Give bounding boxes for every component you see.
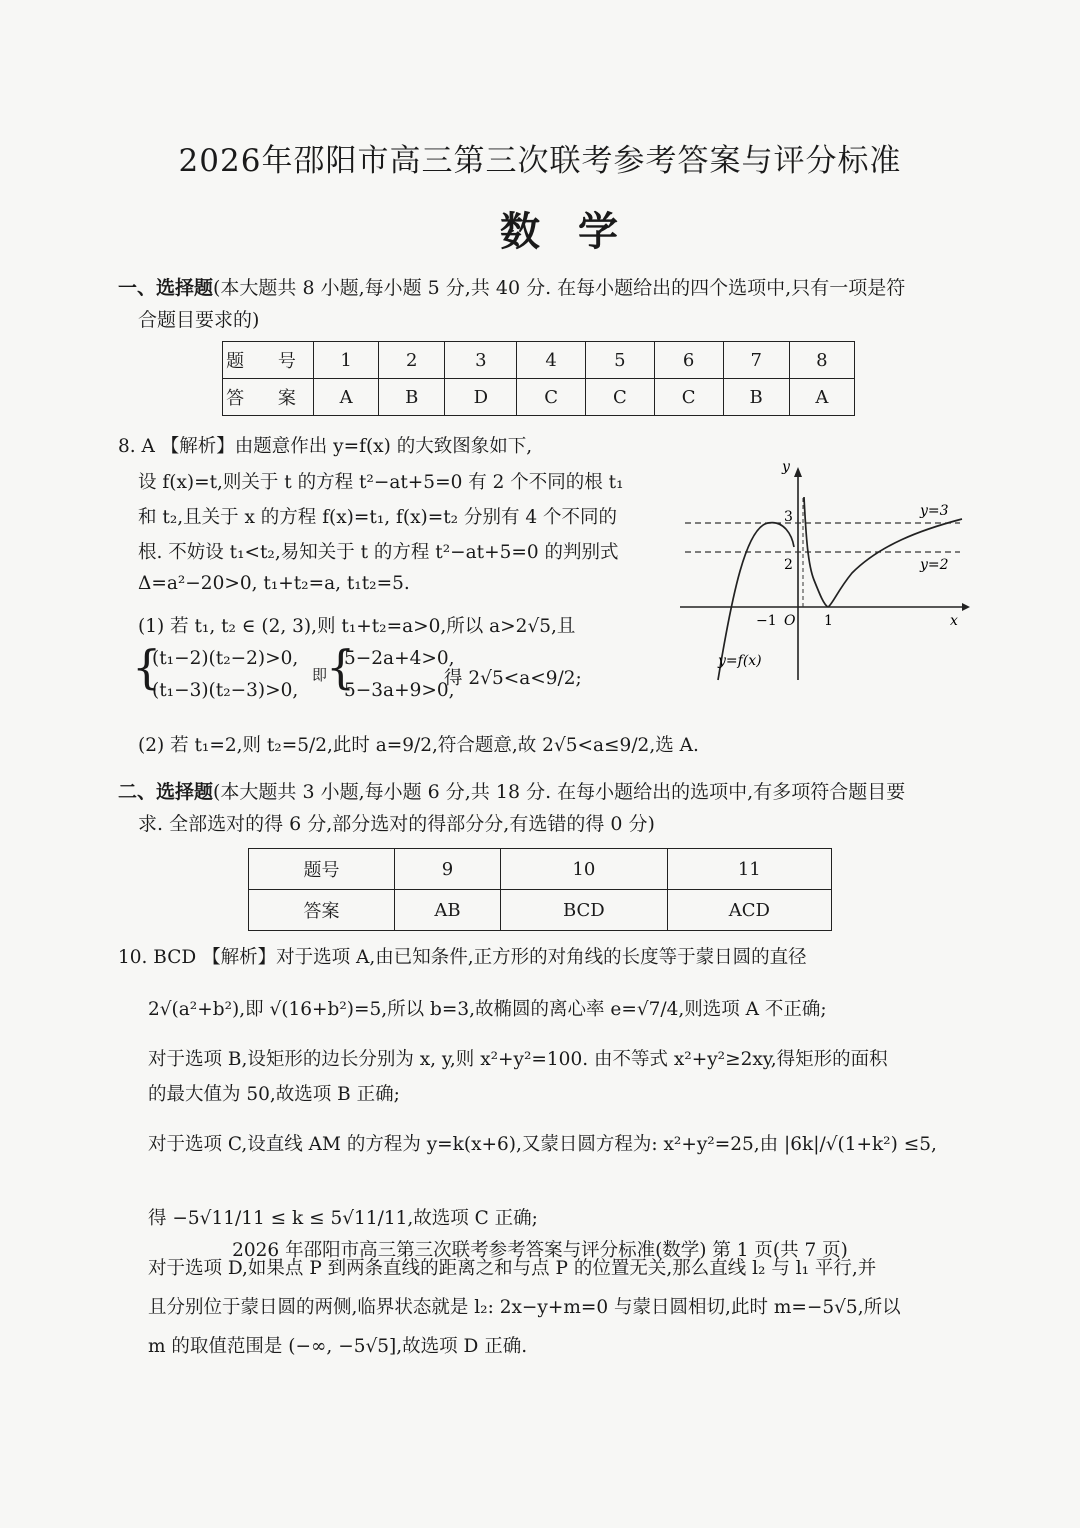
table-row [223, 379, 855, 416]
q-answer: C [654, 379, 723, 416]
section1-desc-1: (本大题共 8 小题,每小题 5 分,共 40 分. 在每小题给出的四个选项中,只有一项是符 [213, 277, 906, 299]
row-label-question: 题号 [249, 849, 395, 890]
q8-system-2b: 5−3a+9>0, [344, 680, 455, 701]
q-number: 6 [654, 342, 723, 379]
q-answer: A [314, 379, 379, 416]
q10-line: 对于选项 B,设矩形的边长分别为 x, y,则 x²+y²=100. 由不等式 x²+y²≥2xy,得矩形的面积 [148, 1049, 888, 1070]
q-answer: A [789, 379, 854, 416]
q-number: 7 [723, 342, 789, 379]
tick-1-label: 1 [824, 613, 833, 629]
q-number: 1 [314, 342, 379, 379]
q-number: 9 [395, 849, 501, 890]
table-row [249, 890, 832, 931]
x-axis-label: x [950, 613, 958, 629]
x-axis-arrow-icon [962, 603, 970, 611]
q-answer: B [379, 379, 445, 416]
q-number: 11 [667, 849, 831, 890]
tick-2-label: 2 [784, 557, 793, 573]
q8-ji: 即 [312, 666, 328, 684]
q8-line: Δ=a²−20>0, t₁+t₂=a, t₁t₂=5. [138, 573, 410, 594]
line-y2-label: y=2 [920, 557, 949, 573]
q8-system-1b: (t₁−3)(t₂−3)>0, [152, 680, 299, 701]
answer-table-2 [248, 848, 832, 931]
q8-line: 根. 不妨设 t₁<t₂,易知关于 t 的方程 t²−at+5=0 的判别式 [138, 542, 619, 563]
q8-line: 和 t₂,且关于 x 的方程 f(x)=t₁, f(x)=t₂ 分别有 4 个不同的 [138, 507, 617, 528]
row-label-answer: 答 案 [223, 379, 314, 416]
q8-line: 设 f(x)=t,则关于 t 的方程 t²−at+5=0 有 2 个不同的根 t₁ [138, 472, 624, 493]
q-answer: B [723, 379, 789, 416]
q8-system-1a: (t₁−2)(t₂−2)>0, [152, 648, 299, 669]
q-number: 5 [585, 342, 654, 379]
q10-line: 对于选项 D,如果点 P 到两条直线的距离之和与点 P 的位置无关,那么直线 l₂ 与 l₁ 平行,并 [148, 1258, 877, 1279]
q8-line: (1) 若 t₁, t₂ ∈ (2, 3),则 t₁+t₂=a>0,所以 a>2√5,且 [138, 616, 576, 637]
section2-desc-2: 求. 全部选对的得 6 分,部分选对的得部分分,有选错的得 0 分) [138, 813, 655, 835]
q8-line: (2) 若 t₁=2,则 t₂=5/2,此时 a=9/2,符合题意,故 2√5<a≤9/2,选 A. [138, 735, 699, 756]
row-label-answer: 答案 [249, 890, 395, 931]
tick-neg1-label: −1 [756, 613, 777, 629]
q-answer: ACD [667, 890, 831, 931]
q-number: 10 [501, 849, 668, 890]
q10-line: 得 −5√11/11 ≤ k ≤ 5√11/11,故选项 C 正确; [148, 1208, 538, 1229]
q-answer: D [445, 379, 517, 416]
line-y3-label: y=3 [920, 503, 949, 519]
section1-desc-2: 合题目要求的) [138, 309, 260, 331]
y-axis-arrow-icon [794, 467, 802, 477]
section2-desc-1: (本大题共 3 小题,每小题 6 分,共 18 分. 在每小题给出的选项中,有多项符合题目要 [213, 781, 906, 803]
q-number: 8 [789, 342, 854, 379]
section1-intro [118, 272, 968, 336]
q8-result-1: 得 2√5<a<9/2; [444, 668, 582, 689]
q-answer: BCD [501, 890, 668, 931]
row-label-question: 题 号 [223, 342, 314, 379]
q-answer: C [585, 379, 654, 416]
table-row [249, 849, 832, 890]
q10-line: 且分别位于蒙日圆的两侧,临界状态就是 l₂: 2x−y+m=0 与蒙日圆相切,此时 m=−5√5,所以 [148, 1297, 901, 1318]
section1-heading: 一、选择题 [118, 277, 214, 299]
subject-title: 数学 [500, 208, 656, 255]
q10-line: 对于选项 C,设直线 AM 的方程为 y=k(x+6),又蒙日圆方程为: x²+y²=25,由 |6k|/√(1+k²) ≤5, [148, 1134, 937, 1155]
q10-line: 10. BCD 【解析】对于选项 A,由已知条件,正方形的对角线的长度等于蒙日圆的直径 [118, 947, 807, 968]
document-title: 2026年邵阳市高三第三次联考参考答案与评分标准 [178, 143, 902, 179]
origin-label: O [784, 613, 796, 629]
q10-line: 2√(a²+b²),即 √(16+b²)=5,所以 b=3,故椭圆的离心率 e=√7/4,则选项 A 不正确; [148, 999, 827, 1020]
table-row [223, 342, 855, 379]
q-answer: C [517, 379, 586, 416]
curve-label: y=f(x) [718, 653, 762, 669]
answer-table-1 [222, 341, 855, 416]
left-brace: { [326, 640, 356, 694]
q8-system-2a: 5−2a+4>0, [344, 648, 455, 669]
q-number: 4 [517, 342, 586, 379]
section2-intro [118, 776, 968, 840]
q8-line: 8. A 【解析】由题意作出 y=f(x) 的大致图象如下, [118, 436, 533, 457]
q-number: 2 [379, 342, 445, 379]
section2-heading: 二、选择题 [118, 781, 214, 803]
page-footer: 2026 年邵阳市高三第三次联考参考答案与评分标准(数学) 第 1 页(共 7 页) [232, 1240, 848, 1261]
q-number: 3 [445, 342, 517, 379]
y-axis-label: y [782, 459, 790, 475]
left-brace: { [132, 640, 162, 694]
function-graph [680, 455, 970, 685]
tick-3-label: 3 [784, 509, 793, 525]
q10-line: 的最大值为 50,故选项 B 正确; [148, 1084, 400, 1105]
q-answer: AB [395, 890, 501, 931]
q10-line: m 的取值范围是 (−∞, −5√5],故选项 D 正确. [148, 1336, 528, 1357]
